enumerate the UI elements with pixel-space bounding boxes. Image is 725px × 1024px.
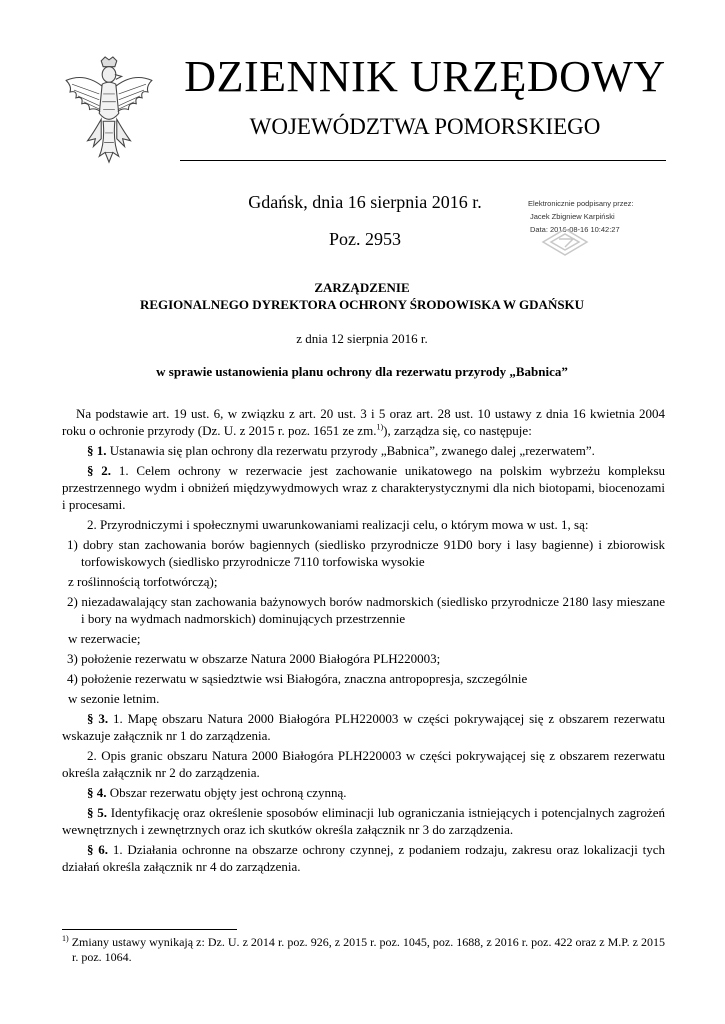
footnote-ref: 1)	[376, 422, 384, 432]
paragraph-text: 1. Działania ochronne na obszarze ochrony czynnej, z podaniem rodzaju, zakresu oraz lokalizacji tych działań określa załącznik nr 4 do zarządzenia.	[62, 842, 665, 874]
paragraph-mark: § 5.	[87, 805, 107, 820]
preamble-text-end: ), zarządza się, co następuje:	[383, 423, 532, 438]
paragraph-2-section-2: 2. Przyrodniczymi i społecznymi uwarunkowaniami realizacji celu, o którym mowa w ust. 1, są:	[87, 517, 589, 532]
footnote-divider	[62, 929, 237, 930]
list-item-1-continuation: z roślinnością torfotwórczą);	[68, 574, 218, 589]
journal-title: DZIENNIK URZĘDOWY	[184, 52, 666, 101]
list-item-3: 3) położenie rezerwatu w obszarze Natura 2000 Białogóra PLH220003;	[67, 651, 441, 666]
list-item-2-continuation: w rezerwacie;	[68, 631, 141, 646]
paragraph-mark: § 3.	[87, 711, 109, 726]
footnote-mark: 1)	[62, 934, 69, 943]
footnote	[62, 935, 665, 965]
position-number: Poz. 2953	[329, 229, 401, 249]
list-item-1: 1) dobry stan zachowania borów bagiennych (siedlisko przyrodnicze 91D0 bory i lasy bagienne) i zbiorowisk torfowiskowych (siedlisko przyrodnicze 7110 torfowiska wysokie	[67, 537, 665, 569]
preamble	[62, 405, 665, 439]
header-divider	[180, 160, 666, 161]
paragraph-mark: § 6.	[87, 842, 109, 857]
paragraph-6	[62, 841, 665, 875]
signature-signer: Jacek Zbigniew Karpiński	[530, 212, 615, 221]
document-date: z dnia 12 sierpnia 2016 r.	[296, 331, 428, 346]
paragraph-1	[62, 442, 665, 459]
paragraph-text: 1. Mapę obszaru Natura 2000 Białogóra PLH220003 w części pokrywającej się z obszarem rezerwatu wskazuje załącznik nr 1 do zarządzenia.	[62, 711, 665, 743]
document-subject: w sprawie ustanowienia planu ochrony dla rezerwatu przyrody „Babnica”	[156, 364, 568, 379]
footnote-text: Zmiany ustawy wynikają z: Dz. U. z 2014 r. poz. 926, z 2015 r. poz. 1045, poz. 1688, z 2016 r. poz. 422 oraz z M.P. z 2015 r. poz. 1064.	[68, 935, 665, 964]
paragraph-2	[62, 462, 665, 513]
signature-date: Data: 2016-08-16 10:42:27	[530, 225, 620, 234]
document-type: ZARZĄDZENIE	[314, 280, 410, 295]
journal-subtitle: WOJEWÓDZTWA POMORSKIEGO	[249, 114, 601, 139]
paragraph-mark: § 2.	[87, 463, 112, 478]
paragraph-text: 1. Celem ochrony w rezerwacie jest zachowanie unikatowego na polskim wybrzeżu kompleksu przestrzennego wydm i obniżeń międzywydmowych wraz z charakterystycznymi dla nich biotopami, biocenozami i procesami.	[62, 463, 666, 512]
paragraph-3-section-2: 2. Opis granic obszaru Natura 2000 Białogóra PLH220003 w części pokrywającej się z obszarem rezerwatu określa załącznik nr 2 do zarządzenia.	[62, 748, 665, 780]
preamble-text: Na podstawie art. 19 ust. 6, w związku z art. 20 ust. 3 i 5 oraz art. 28 ust. 10 ustawy z dnia 16 kwietnia 2004 roku o ochronie przyrody (Dz. U. z 2015 r. poz. 1651 ze zm.	[62, 406, 665, 438]
paragraph-mark: § 1.	[87, 443, 107, 458]
paragraph-mark: § 4.	[87, 785, 107, 800]
list-item-2: 2) niezadawalający stan zachowania bażynowych borów nadmorskich (siedlisko przyrodnicze 2180 lasy mieszane i bory na wydmach nadmorskich) dominujących przestrzennie	[67, 594, 665, 626]
paragraph-4	[62, 784, 665, 801]
eagle-emblem-icon	[60, 55, 158, 167]
paragraph-text: Obszar rezerwatu objęty jest ochroną czynną.	[106, 785, 347, 800]
issue-date: Gdańsk, dnia 16 sierpnia 2016 r.	[248, 192, 482, 212]
list-item-4-continuation: w sezonie letnim.	[68, 691, 160, 706]
paragraph-3	[62, 710, 665, 744]
issuing-authority: REGIONALNEGO DYREKTORA OCHRONY ŚRODOWISKA W GDAŃSKU	[139, 297, 585, 312]
paragraph-text: Identyfikację oraz określenie sposobów eliminacji lub ograniczania istniejących i potencjalnych zagrożeń wewnętrznych i zewnętrznych oraz ich skutków określa załącznik nr 3 do zarządzenia.	[62, 805, 666, 837]
signature-label: Elektronicznie podpisany przez:	[528, 199, 634, 208]
signature-stamp-icon	[535, 225, 595, 259]
document-body	[62, 405, 665, 878]
list-item-4: 4) położenie rezerwatu w sąsiedztwie wsi Białogóra, znaczna antropopresja, szczególnie	[67, 671, 528, 686]
paragraph-5	[62, 804, 665, 838]
paragraph-text: Ustanawia się plan ochrony dla rezerwatu przyrody „Babnica”, zwanego dalej „rezerwatem”.	[106, 443, 595, 458]
